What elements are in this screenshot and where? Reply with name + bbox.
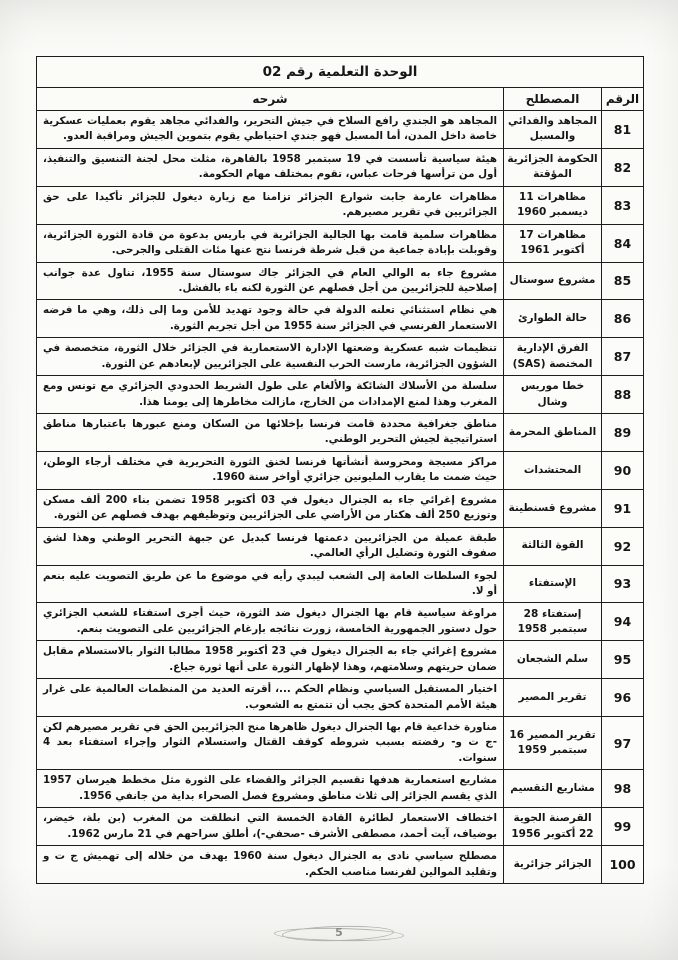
term-number: 82 (602, 148, 644, 186)
term-number: 81 (602, 111, 644, 149)
header-number: الرقم (602, 88, 644, 111)
term-number: 96 (602, 679, 644, 717)
table-row (37, 186, 644, 224)
term-number: 97 (602, 717, 644, 770)
term-number: 98 (602, 770, 644, 808)
term-explanation: مناطق جغرافية محددة قامت فرنسا بإخلائها من السكان ومنع عبورها باعتبارها مناطق استراتيجية لجيش التحرير الوطني. (37, 414, 504, 452)
table-row (37, 224, 644, 262)
term-name: الجزائر جزائرية (504, 846, 602, 884)
term-name: المناطق المحرمة (504, 414, 602, 452)
page-number-ornament (274, 922, 404, 946)
term-number: 95 (602, 641, 644, 679)
term-number: 83 (602, 186, 644, 224)
term-explanation: طبقة عميلة من الجزائريين دعمتها فرنسا كبديل عن جبهة التحرير الوطني وهذا لشق صفوف الثورة وتضليل الرأي العالمي. (37, 527, 504, 565)
table-row (37, 376, 644, 414)
term-explanation: مشروع إغرائي جاء به الجنرال ديغول في 23 أكتوبر 1958 مطالبا الثوار بالاستسلام مقابل ضمان حريتهم وسلامتهم، وهذا لإظهار الثورة على أنها ثورة جياع. (37, 641, 504, 679)
glossary-sheet (36, 56, 644, 884)
term-number: 86 (602, 300, 644, 338)
glossary-table-body (37, 111, 644, 884)
term-name: إستفتاء 28 سبتمبر 1958 (504, 603, 602, 641)
term-name: مشروع سوستال (504, 262, 602, 300)
header-row (37, 88, 644, 111)
term-name: القرصنة الجوية 22 أكتوبر 1956 (504, 808, 602, 846)
term-number: 92 (602, 527, 644, 565)
table-row (37, 300, 644, 338)
table-row (37, 603, 644, 641)
term-number: 91 (602, 489, 644, 527)
table-row (37, 111, 644, 149)
term-name: القوة الثالثة (504, 527, 602, 565)
term-number: 85 (602, 262, 644, 300)
unit-title: الوحدة التعلمية رقم 02 (37, 57, 644, 88)
table-row (37, 451, 644, 489)
term-explanation: مصطلح سياسي نادى به الجنرال ديغول سنة 1960 يهدف من خلاله إلى تهميش ج ت و وتقليد الموالين لفرنسا مناصب الحكم. (37, 846, 504, 884)
term-name: تقرير المصير 16 سبتمبر 1959 (504, 717, 602, 770)
term-name: حالة الطوارئ (504, 300, 602, 338)
term-explanation: مشروع جاء به الوالي العام في الجزائر جاك سوستال سنة 1955، تناول عدة جوانب إصلاحية للجزائريين من أجل فصلهم عن الثورة لكنه باء بالفشل. (37, 262, 504, 300)
term-explanation: مراكز مسيجة ومحروسة أنشأتها فرنسا لخنق الثورة التحريرية في مختلف أرجاء الوطن، حيث ضمت ما يقارب المليونين جزائري أواخر سنة 1960. (37, 451, 504, 489)
term-name: الحكومة الجزائرية المؤقتة (504, 148, 602, 186)
term-explanation: لجوء السلطات العامة إلى الشعب ليبدي رأيه في موضوع ما عن طريق التصويت عليه بنعم أو لا. (37, 565, 504, 603)
term-name: الفرق الإدارية المختصة (SAS) (504, 338, 602, 376)
term-explanation: هيئة سياسية تأسست في 19 سبتمبر 1958 بالقاهرة، مثلت محل لجنة التنسيق والتنفيذ، أول من ترأسها فرحات عباس، تقوم بمختلف مهام الحكومة. (37, 148, 504, 186)
term-name: مشاريع التقسيم (504, 770, 602, 808)
term-explanation: هي نظام استثنائي تعلنه الدولة في حالة وجود تهديد للأمن وما إلى ذلك، وهي ما فرضه الاستعمار الفرنسي في الجزائر سنة 1955 من أجل تجريم الثورة. (37, 300, 504, 338)
term-number: 89 (602, 414, 644, 452)
table-row (37, 262, 644, 300)
term-explanation: مراوغة سياسية قام بها الجنرال ديغول ضد الثورة، حيث أجرى استفتاء للشعب الجزائري حول دستور الجمهورية الخامسة، زورت نتائجه بإرغام الجزائريين على التصويت بنعم. (37, 603, 504, 641)
term-number: 93 (602, 565, 644, 603)
term-explanation: مظاهرات سلمية قامت بها الجالية الجزائرية في باريس بدعوة من قادة الثورة الجزائرية، وقوبلت بإبادة جماعية من قبل شرطة فرنسا نتج عنها مئات القتلى والجرحى. (37, 224, 504, 262)
term-name: مشروع قسنطينة (504, 489, 602, 527)
term-explanation: مظاهرات عارمة جابت شوارع الجزائر تزامنا مع زيارة ديغول للجزائر تأكيدا على حق الجزائريين في تقرير مصيرهم. (37, 186, 504, 224)
table-row (37, 148, 644, 186)
term-name: مظاهرات 17 أكتوبر 1961 (504, 224, 602, 262)
title-row (37, 57, 644, 88)
term-explanation: اختطاف الاستعمار لطائرة القادة الخمسة التي انطلقت من المغرب (بن بلة، خيضر، بوضياف، آيت أحمد، مصطفى الأشرف -صحفي-)، أطلق سراحهم في 21 مارس 1962. (37, 808, 504, 846)
table-row (37, 414, 644, 452)
term-explanation: اختيار المستقبل السياسي ونظام الحكم ...، أقرته العديد من المنظمات العالمية على غرار هيئة الأمم المتحدة كحق يجب أن تتمتع به الشعوب. (37, 679, 504, 717)
term-number: 94 (602, 603, 644, 641)
table-row (37, 338, 644, 376)
term-name: سلم الشجعان (504, 641, 602, 679)
term-explanation: مشاريع استعمارية هدفها تقسيم الجزائر والقضاء على الثورة مثل مخطط هيرسان 1957 الذي يقسم الجزائر إلى ثلاث مناطق ومشروع فصل الصحراء بداية من جانفي 1956. (37, 770, 504, 808)
term-name: المحتشدات (504, 451, 602, 489)
term-explanation: مشروع إغرائي جاء به الجنرال ديغول في 03 أكتوبر 1958 تضمن بناء 200 ألف مسكن وتوزيع 250 ألف هكتار من الأراضي على الجزائريين وتوظيفهم بهدف فصلهم عن الثورة. (37, 489, 504, 527)
term-explanation: مناورة خداعية قام بها الجنرال ديغول ظاهرها منح الجزائريين الحق في تقرير مصيرهم لكن -ج ت و- رفضته بسبب شروطه كوقف القتال واستسلام الثوار وإجراء استفتاء بعد 4 سنوات. (37, 717, 504, 770)
term-name: مظاهرات 11 ديسمبر 1960 (504, 186, 602, 224)
term-number: 88 (602, 376, 644, 414)
table-row (37, 679, 644, 717)
table-row (37, 808, 644, 846)
glossary-table (36, 56, 644, 884)
term-number: 84 (602, 224, 644, 262)
term-number: 99 (602, 808, 644, 846)
term-explanation: المجاهد هو الجندي رافع السلاح في جيش التحرير، والفدائي مجاهد يقوم بعمليات عسكرية خاصة داخل المدن، أما المسبل فهو جندي احتياطي يقوم بتموين الجيش ومراقبة العدو. (37, 111, 504, 149)
page-number: 5 (335, 926, 343, 939)
table-row (37, 770, 644, 808)
header-explanation: شرحه (37, 88, 504, 111)
table-row (37, 527, 644, 565)
table-row (37, 489, 644, 527)
table-row (37, 717, 644, 770)
term-name: تقرير المصير (504, 679, 602, 717)
term-name: المجاهد والفدائي والمسبل (504, 111, 602, 149)
table-row (37, 641, 644, 679)
header-term: المصطلح (504, 88, 602, 111)
term-name: خطا موريس وشال (504, 376, 602, 414)
term-explanation: تنظيمات شبه عسكرية وضعتها الإدارة الاستعمارية في الجزائر خلال الثورة، متخصصة في الشؤون الجزائرية، مارست الحرب النفسية على الجزائريين لإبعادهم عن الثورة. (37, 338, 504, 376)
page-footer (0, 922, 678, 948)
term-explanation: سلسلة من الأسلاك الشائكة والألغام على طول الشريط الحدودي الجزائري مع تونس ومع المغرب وهذا لمنع الإمدادات من الخارج، مازالت مخاطرها إلى يومنا هذا. (37, 376, 504, 414)
term-number: 90 (602, 451, 644, 489)
table-row (37, 846, 644, 884)
term-number: 87 (602, 338, 644, 376)
term-number: 100 (602, 846, 644, 884)
table-row (37, 565, 644, 603)
term-name: الإستفتاء (504, 565, 602, 603)
